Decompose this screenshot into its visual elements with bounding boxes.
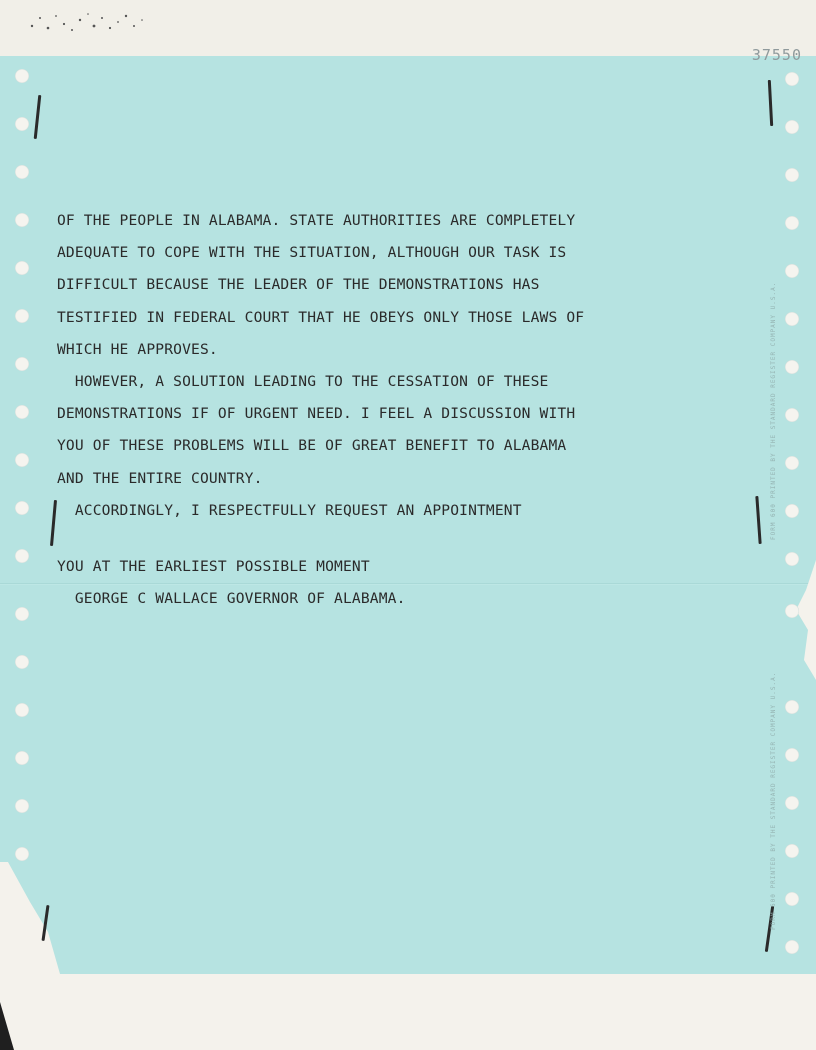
sprocket-hole [785, 604, 799, 618]
sprocket-hole [785, 796, 799, 810]
sprocket-hole [785, 120, 799, 134]
message-line: ADEQUATE TO COPE WITH THE SITUATION, ALTHOUGH OUR TASK IS [57, 244, 567, 262]
sprocket-hole [15, 69, 29, 83]
message-line: DEMONSTRATIONS IF OF URGENT NEED. I FEEL A DISCUSSION WITH [57, 405, 576, 423]
sprocket-hole [785, 748, 799, 762]
sprocket-hole [785, 360, 799, 374]
message-line: DIFFICULT BECAUSE THE LEADER OF THE DEMONSTRATIONS HAS [57, 276, 540, 294]
message-line: ACCORDINGLY, I RESPECTFULLY REQUEST AN APPOINTMENT [57, 501, 522, 519]
sprocket-hole [785, 844, 799, 858]
message-line: YOU OF THESE PROBLEMS WILL BE OF GREAT BENEFIT TO ALABAMA [57, 437, 567, 455]
telegram-message [57, 205, 757, 615]
sprocket-hole [15, 703, 29, 717]
message-line: HOWEVER, A SOLUTION LEADING TO THE CESSATION OF THESE [57, 372, 549, 390]
document-number: 37550 [751, 46, 802, 64]
sprocket-hole [15, 213, 29, 227]
page-break-gap [57, 527, 757, 551]
closing-line: YOU AT THE EARLIEST POSSIBLE MOMENT [57, 557, 370, 575]
signature-line: GEORGE C WALLACE GOVERNOR OF ALABAMA. [57, 590, 406, 608]
message-line: AND THE ENTIRE COUNTRY. [57, 469, 263, 487]
sprocket-hole [785, 312, 799, 326]
sprocket-hole [15, 357, 29, 371]
torn-corner [0, 862, 60, 1050]
sprocket-hole [15, 261, 29, 275]
sprocket-hole [785, 408, 799, 422]
sprocket-hole [785, 456, 799, 470]
message-line: WHICH HE APPROVES. [57, 340, 218, 358]
sprocket-hole [15, 501, 29, 515]
sprocket-hole [15, 799, 29, 813]
sprocket-hole [15, 549, 29, 563]
message-line: TESTIFIED IN FEDERAL COURT THAT HE OBEYS ONLY THOSE LAWS OF [57, 308, 585, 326]
sprocket-hole [15, 655, 29, 669]
margin-imprint: FORM 600 PRINTED BY THE STANDARD REGISTER COMPANY U.S.A. [770, 671, 777, 930]
sprocket-hole [785, 892, 799, 906]
bottom-paper-strip [0, 974, 816, 1050]
sprocket-hole [785, 700, 799, 714]
sprocket-hole [15, 847, 29, 861]
sprocket-hole [785, 264, 799, 278]
sprocket-hole [785, 216, 799, 230]
top-paper-strip [0, 0, 816, 56]
speckle-marks [28, 8, 158, 38]
sprocket-hole [785, 940, 799, 954]
sprocket-hole [15, 309, 29, 323]
sprocket-hole [785, 168, 799, 182]
sprocket-hole [15, 751, 29, 765]
left-tractor-holes [15, 0, 29, 1050]
sprocket-hole [15, 607, 29, 621]
sprocket-hole [15, 405, 29, 419]
sprocket-hole [15, 453, 29, 467]
sprocket-hole [785, 504, 799, 518]
sprocket-hole [785, 72, 799, 86]
margin-imprint: FORM 600 PRINTED BY THE STANDARD REGISTER COMPANY U.S.A. [770, 281, 777, 540]
message-line: OF THE PEOPLE IN ALABAMA. STATE AUTHORITIES ARE COMPLETELY [57, 212, 576, 229]
right-tractor-holes [785, 0, 799, 1050]
sprocket-hole [15, 117, 29, 131]
sprocket-hole [785, 552, 799, 566]
sprocket-hole [15, 165, 29, 179]
